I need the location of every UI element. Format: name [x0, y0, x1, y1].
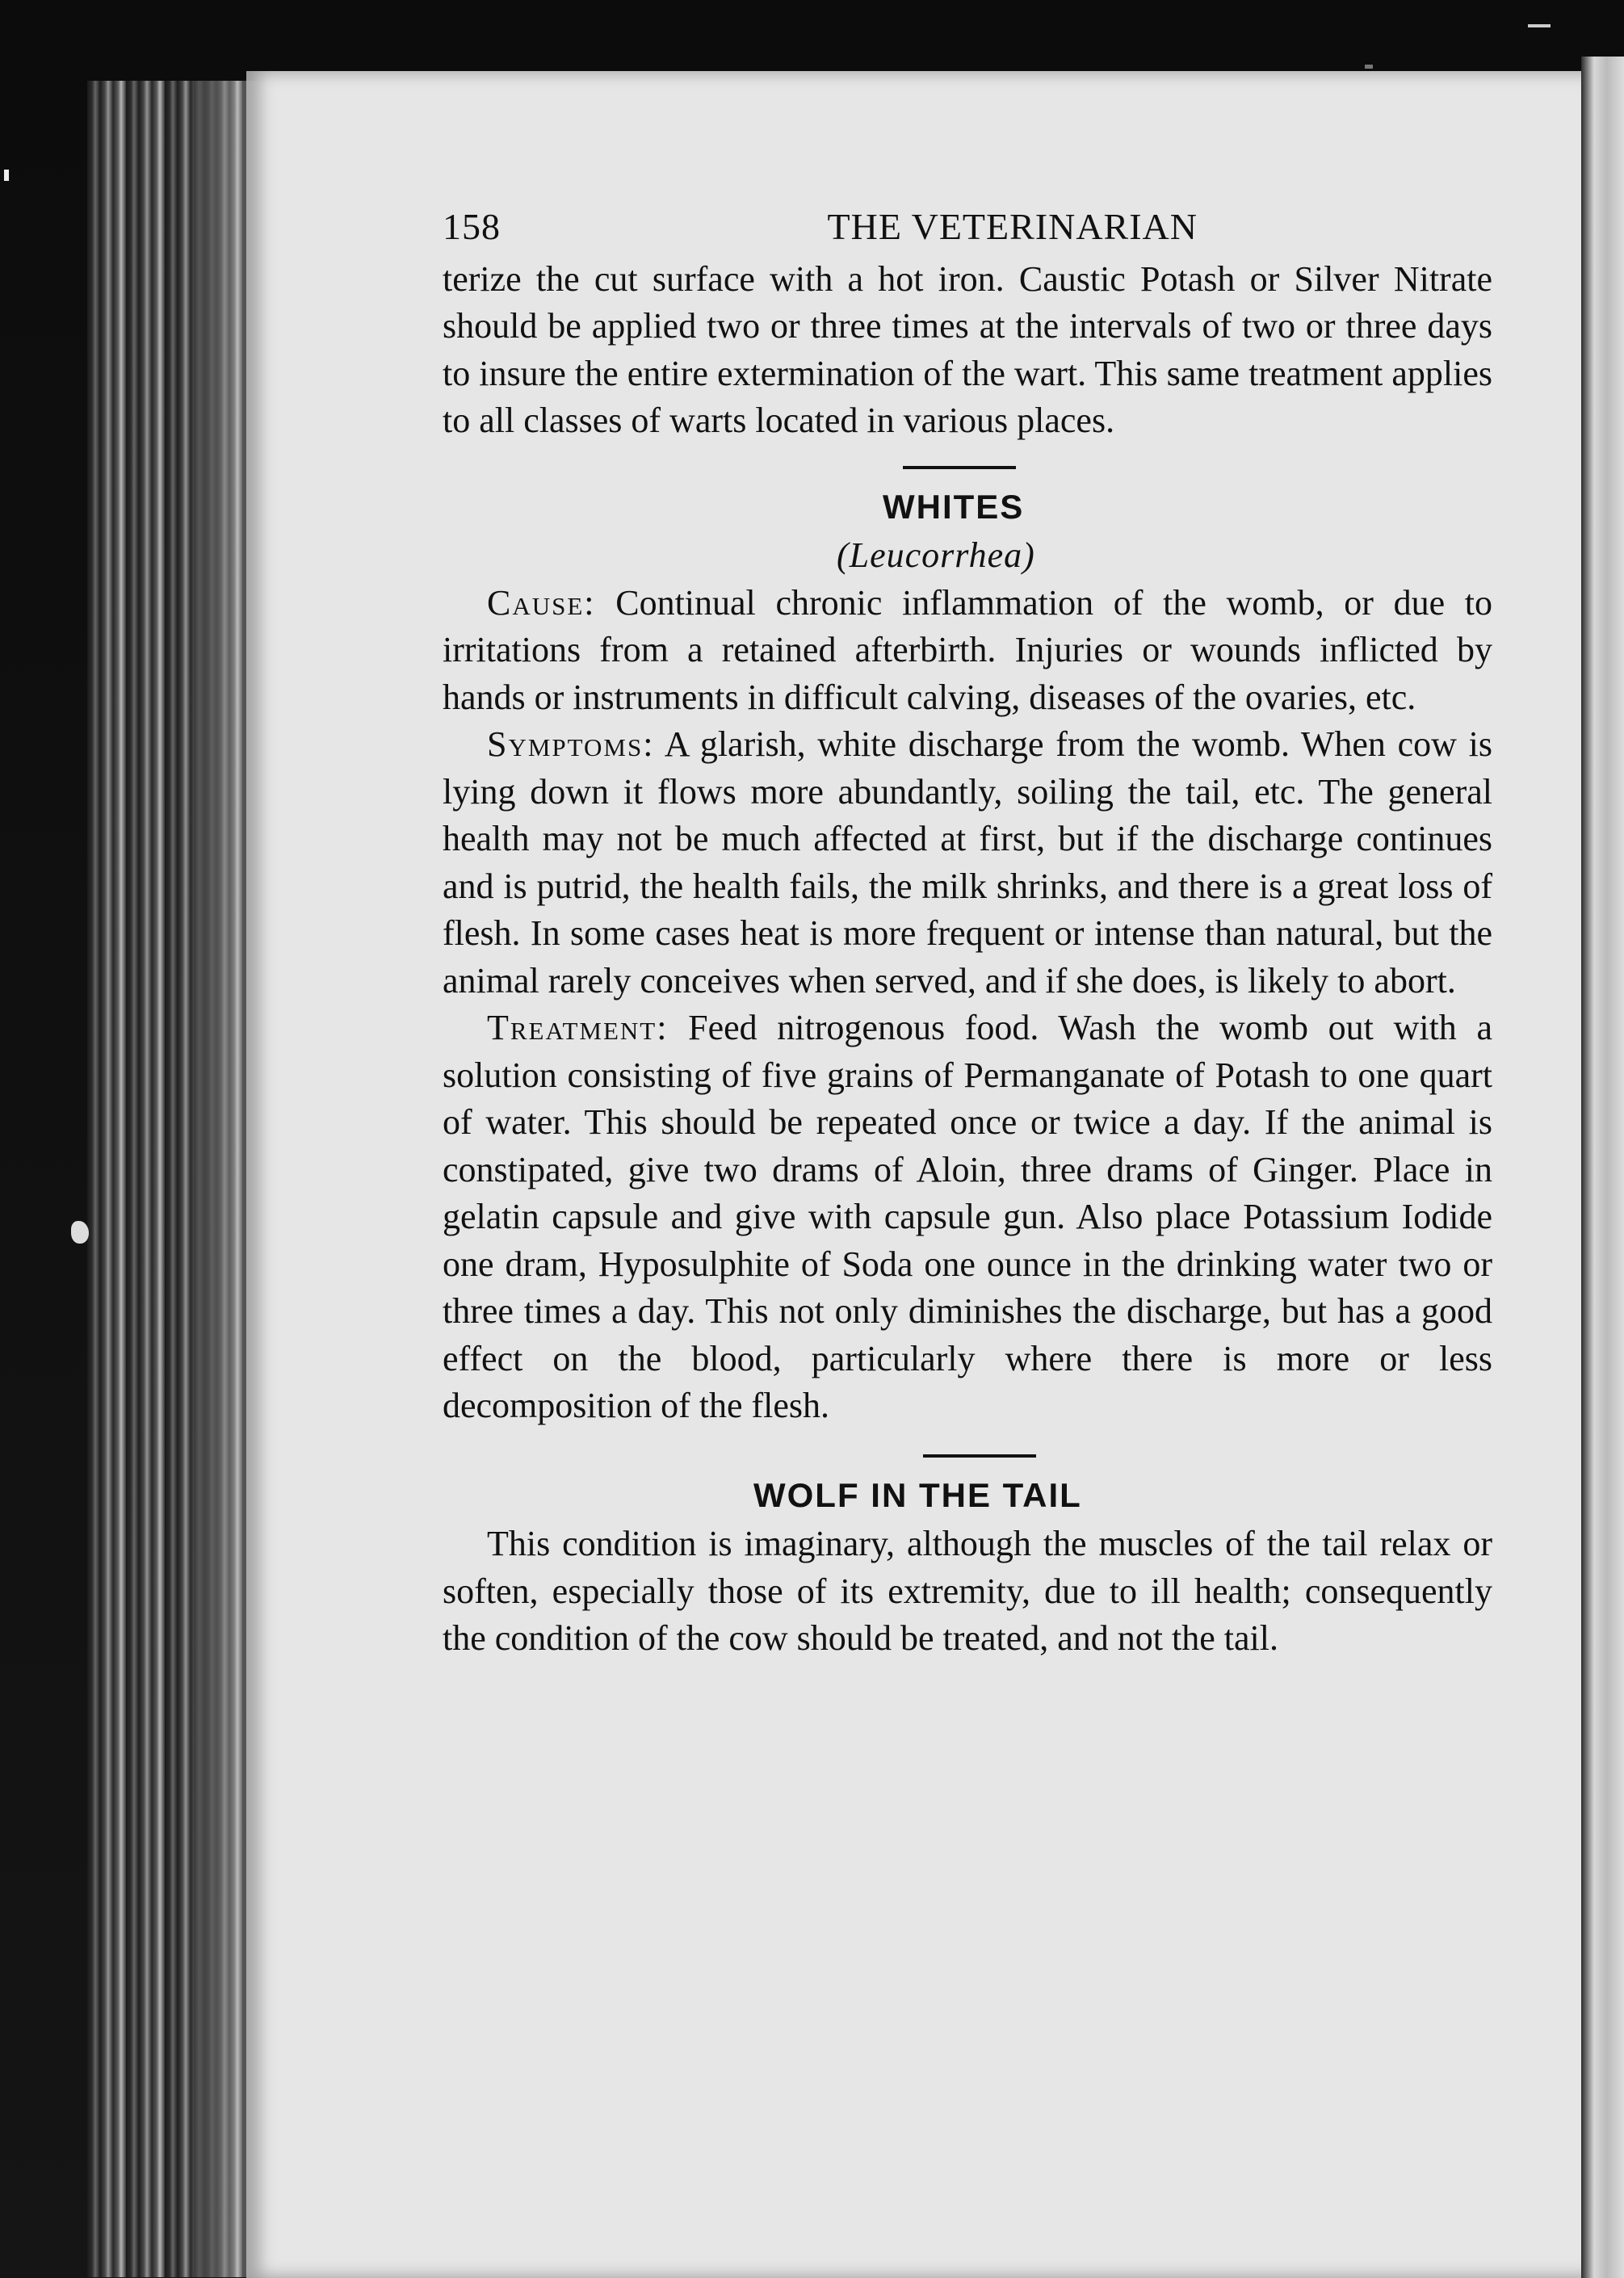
- cause-label: Cause:: [487, 582, 596, 623]
- treatment-text: Feed nitrogenous food. Wash the womb out with a solution consisting of five grains of Permanganate of Potash to one quart of water. This should be repeated once or twice a day. If the animal is constipated, give two drams of Aloin, three drams of Ginger. Place in gelatin capsule and give with capsule gun. Also place Potassium Iodide one dram, Hyposulphite of Soda one ounce in the drinking water two or three times a day. This not only diminishes the discharge, but has a good effect on the blood, particularly where there is more or less decomposition of the flesh.: [443, 1008, 1493, 1425]
- treatment-paragraph: [443, 1005, 1492, 1430]
- symptoms-text: A glarish, white discharge from the womb. When cow is lying down it flows more abundantly, soiling the tail, etc. The general health may not be much affected at first, but if the discharge continues and is putrid, the health fails, the milk shrinks, and there is a great loss of flesh. In some cases heat is more frequent or intense than natural, but the animal rarely conceives when served, and if she does, is likely to abort.: [443, 724, 1492, 1001]
- running-title: THE VETERINARIAN: [827, 206, 1198, 247]
- intro-paragraph: terize the cut surface with a hot iron. Caustic Potash or Silver Nitrate should be applied two or three times at the intervals of two or three days to insure the entire extermination of the wart. This same treatment applies to all classes of warts located in various places.: [443, 258, 1492, 440]
- scan-artifact: [1365, 65, 1373, 69]
- scan-artifact: [4, 170, 9, 181]
- treatment-label: Treatment:: [487, 1008, 669, 1047]
- page-blemish: [71, 1221, 89, 1244]
- section-title-whites: WHITES: [883, 487, 1025, 526]
- section-divider: [903, 466, 1016, 469]
- scan-artifact: [1528, 24, 1551, 27]
- section-title-wolf: WOLF IN THE TAIL: [753, 1475, 1082, 1514]
- page-text: [443, 203, 1492, 1663]
- symptoms-label: Symptoms:: [487, 724, 655, 764]
- gutter-shadow: [194, 81, 266, 2277]
- page-number: 158: [443, 206, 501, 247]
- section-divider: [923, 1454, 1036, 1458]
- wolf-paragraph: This condition is imaginary, although the muscles of the tail relax or soften, especially those of its extremity, due to ill health; consequently the condition of the cow should be treated, and not the tail.: [443, 1524, 1492, 1658]
- section-subtitle: (Leucorrhea): [837, 535, 1035, 575]
- cause-text: Continual chronic inflammation of the womb, or due to irritations from a retained afterbirth. Injuries or wounds inflicted by hands or instruments in difficult calving, diseases of the ovaries, etc.: [443, 582, 1493, 717]
- symptoms-paragraph: [443, 721, 1492, 1005]
- running-header: [443, 203, 1198, 251]
- cause-paragraph: [443, 580, 1492, 722]
- page-right-edge: [1581, 57, 1624, 2278]
